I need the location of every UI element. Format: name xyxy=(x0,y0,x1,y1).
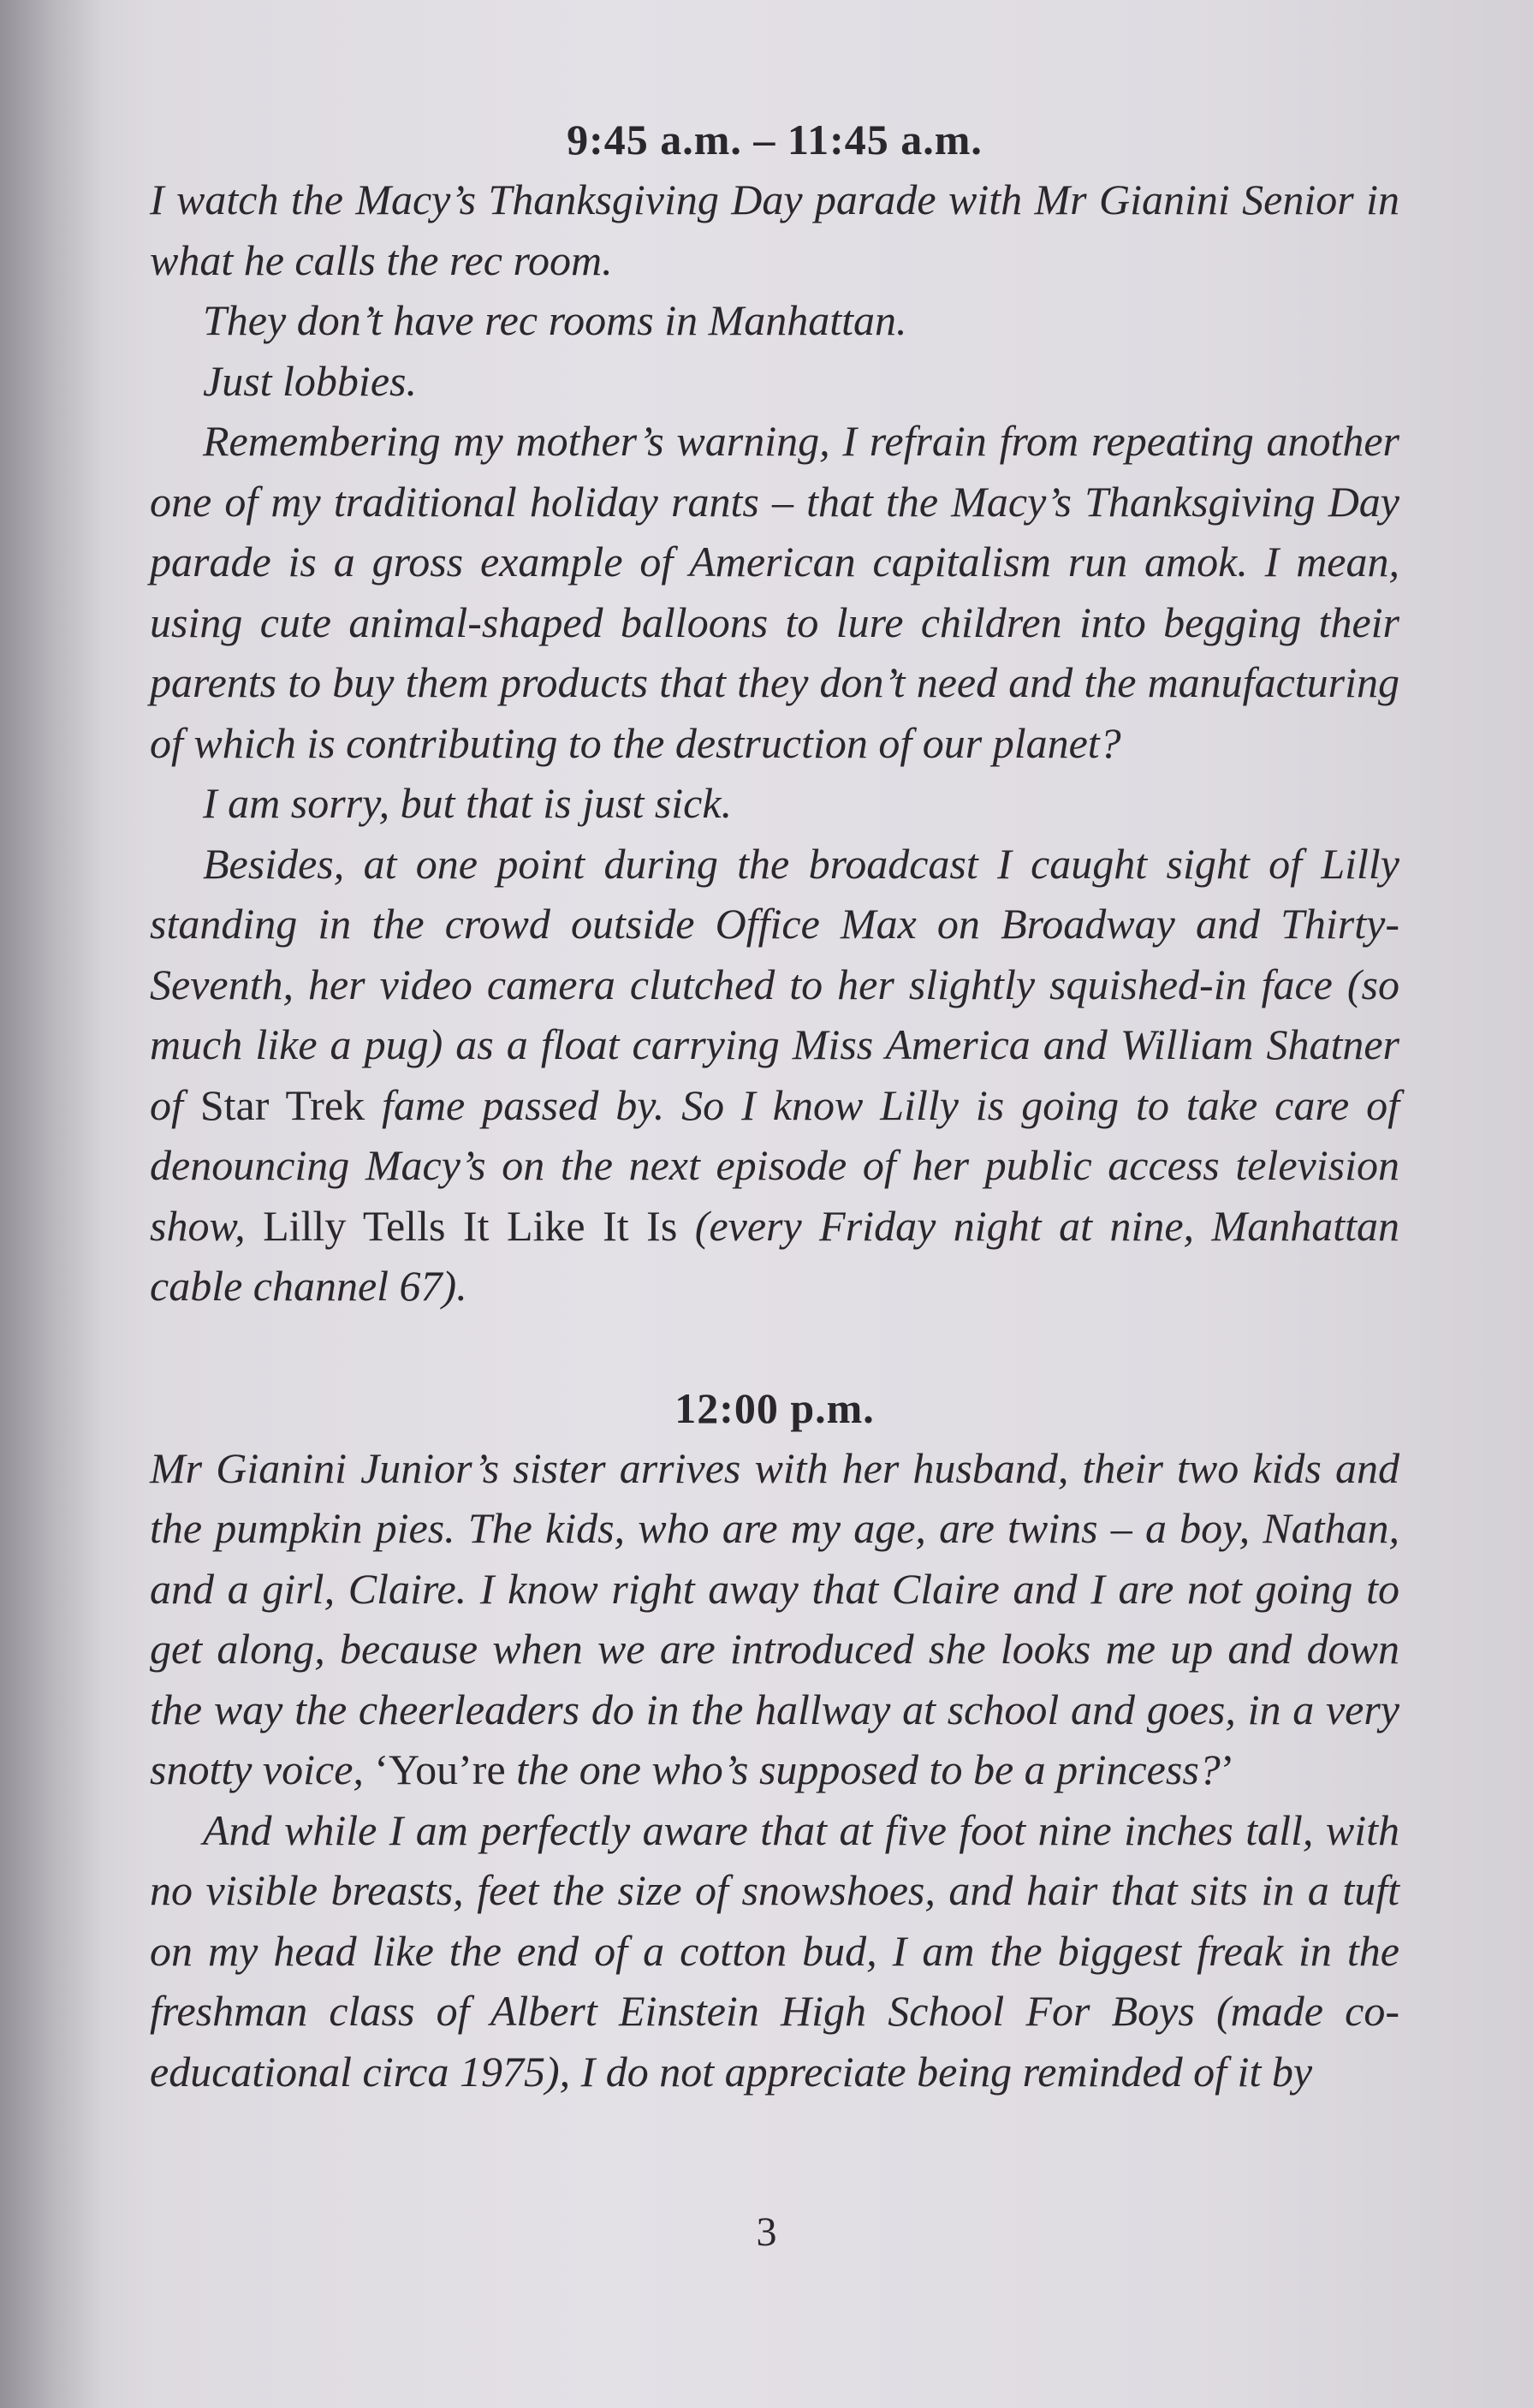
paragraph: And while I am perfectly aware that at five foot nine inches tall, with no visible breasts, feet the size of snowshoes, and hair that sits in a tuft on my head like the end of a cotton bud, I am the biggest freak in the freshman class of Albert Einstein High School For Boys (made co-educational circa 1975), I do not appreciate being reminded of it by xyxy=(150,1805,1399,2096)
page-number: 3 xyxy=(756,2209,777,2255)
paragraph: I watch the Macy’s Thanksgiving Day parade with Mr Gianini Senior in what he calls the rec room. xyxy=(150,175,1399,284)
section-heading-noon: 12:00 p.m. xyxy=(674,1383,875,1432)
text-run: Besides, at one point during the broadcast I caught sight of Lilly standing in the crowd outside Office Max on Broadway and Thirty-Seventh, her video camera clutched to her slightly squished-in face (so much like a pug) as a float carrying Miss America and William Shatner of xyxy=(150,839,1399,1129)
show-title-star-trek: Star Trek xyxy=(199,1080,365,1129)
section-heading-morning: 9:45 a.m. – 11:45 a.m. xyxy=(567,116,983,164)
text-run: the one who’s supposed to be a princess? xyxy=(505,1745,1221,1793)
text-run: (every Friday night at nine, Manhattan cable channel 67). xyxy=(150,1201,1399,1310)
paragraph-lilly xyxy=(150,834,1399,1317)
text-run: Mr Gianini Junior’s sister arrives with her husband, their two kids and the pumpkin pies. The kids, who are my age, are twins – a boy, Nathan, and a girl, Claire. I know right away that Claire and I are not going to get along, because when we are introduced she looks me up and down the way the cheerleaders do in the hallway at school and goes, in a very snotty voice, xyxy=(150,1443,1399,1793)
quote-open: ‘You’re xyxy=(374,1745,506,1793)
text-run: fame passed by. So I know Lilly is going to take care of denouncing Macy’s on the next episode of her public access television show, xyxy=(150,1080,1399,1250)
paragraph: I am sorry, but that is just sick. xyxy=(203,779,733,827)
page-text xyxy=(150,110,1399,2102)
paragraph-claire xyxy=(150,1438,1399,1800)
paragraph: Remembering my mother’s warning, I refrain from repeating another one of my traditional holiday rants – that the Macy’s Thanksgiving Day parade is a gross example of American capitalism run amok. I mean, using cute animal-shaped balloons to lure children into begging their parents to buy them products that they don’t need and the manufacturing of which is contributing to the destruction of our planet? xyxy=(150,417,1399,767)
quote-close: ’ xyxy=(1220,1745,1235,1793)
paragraph: They don’t have rec rooms in Manhattan. xyxy=(203,296,907,344)
show-title-lilly-tells: Lilly Tells It Like It Is xyxy=(263,1201,678,1250)
paragraph: Just lobbies. xyxy=(203,356,417,405)
